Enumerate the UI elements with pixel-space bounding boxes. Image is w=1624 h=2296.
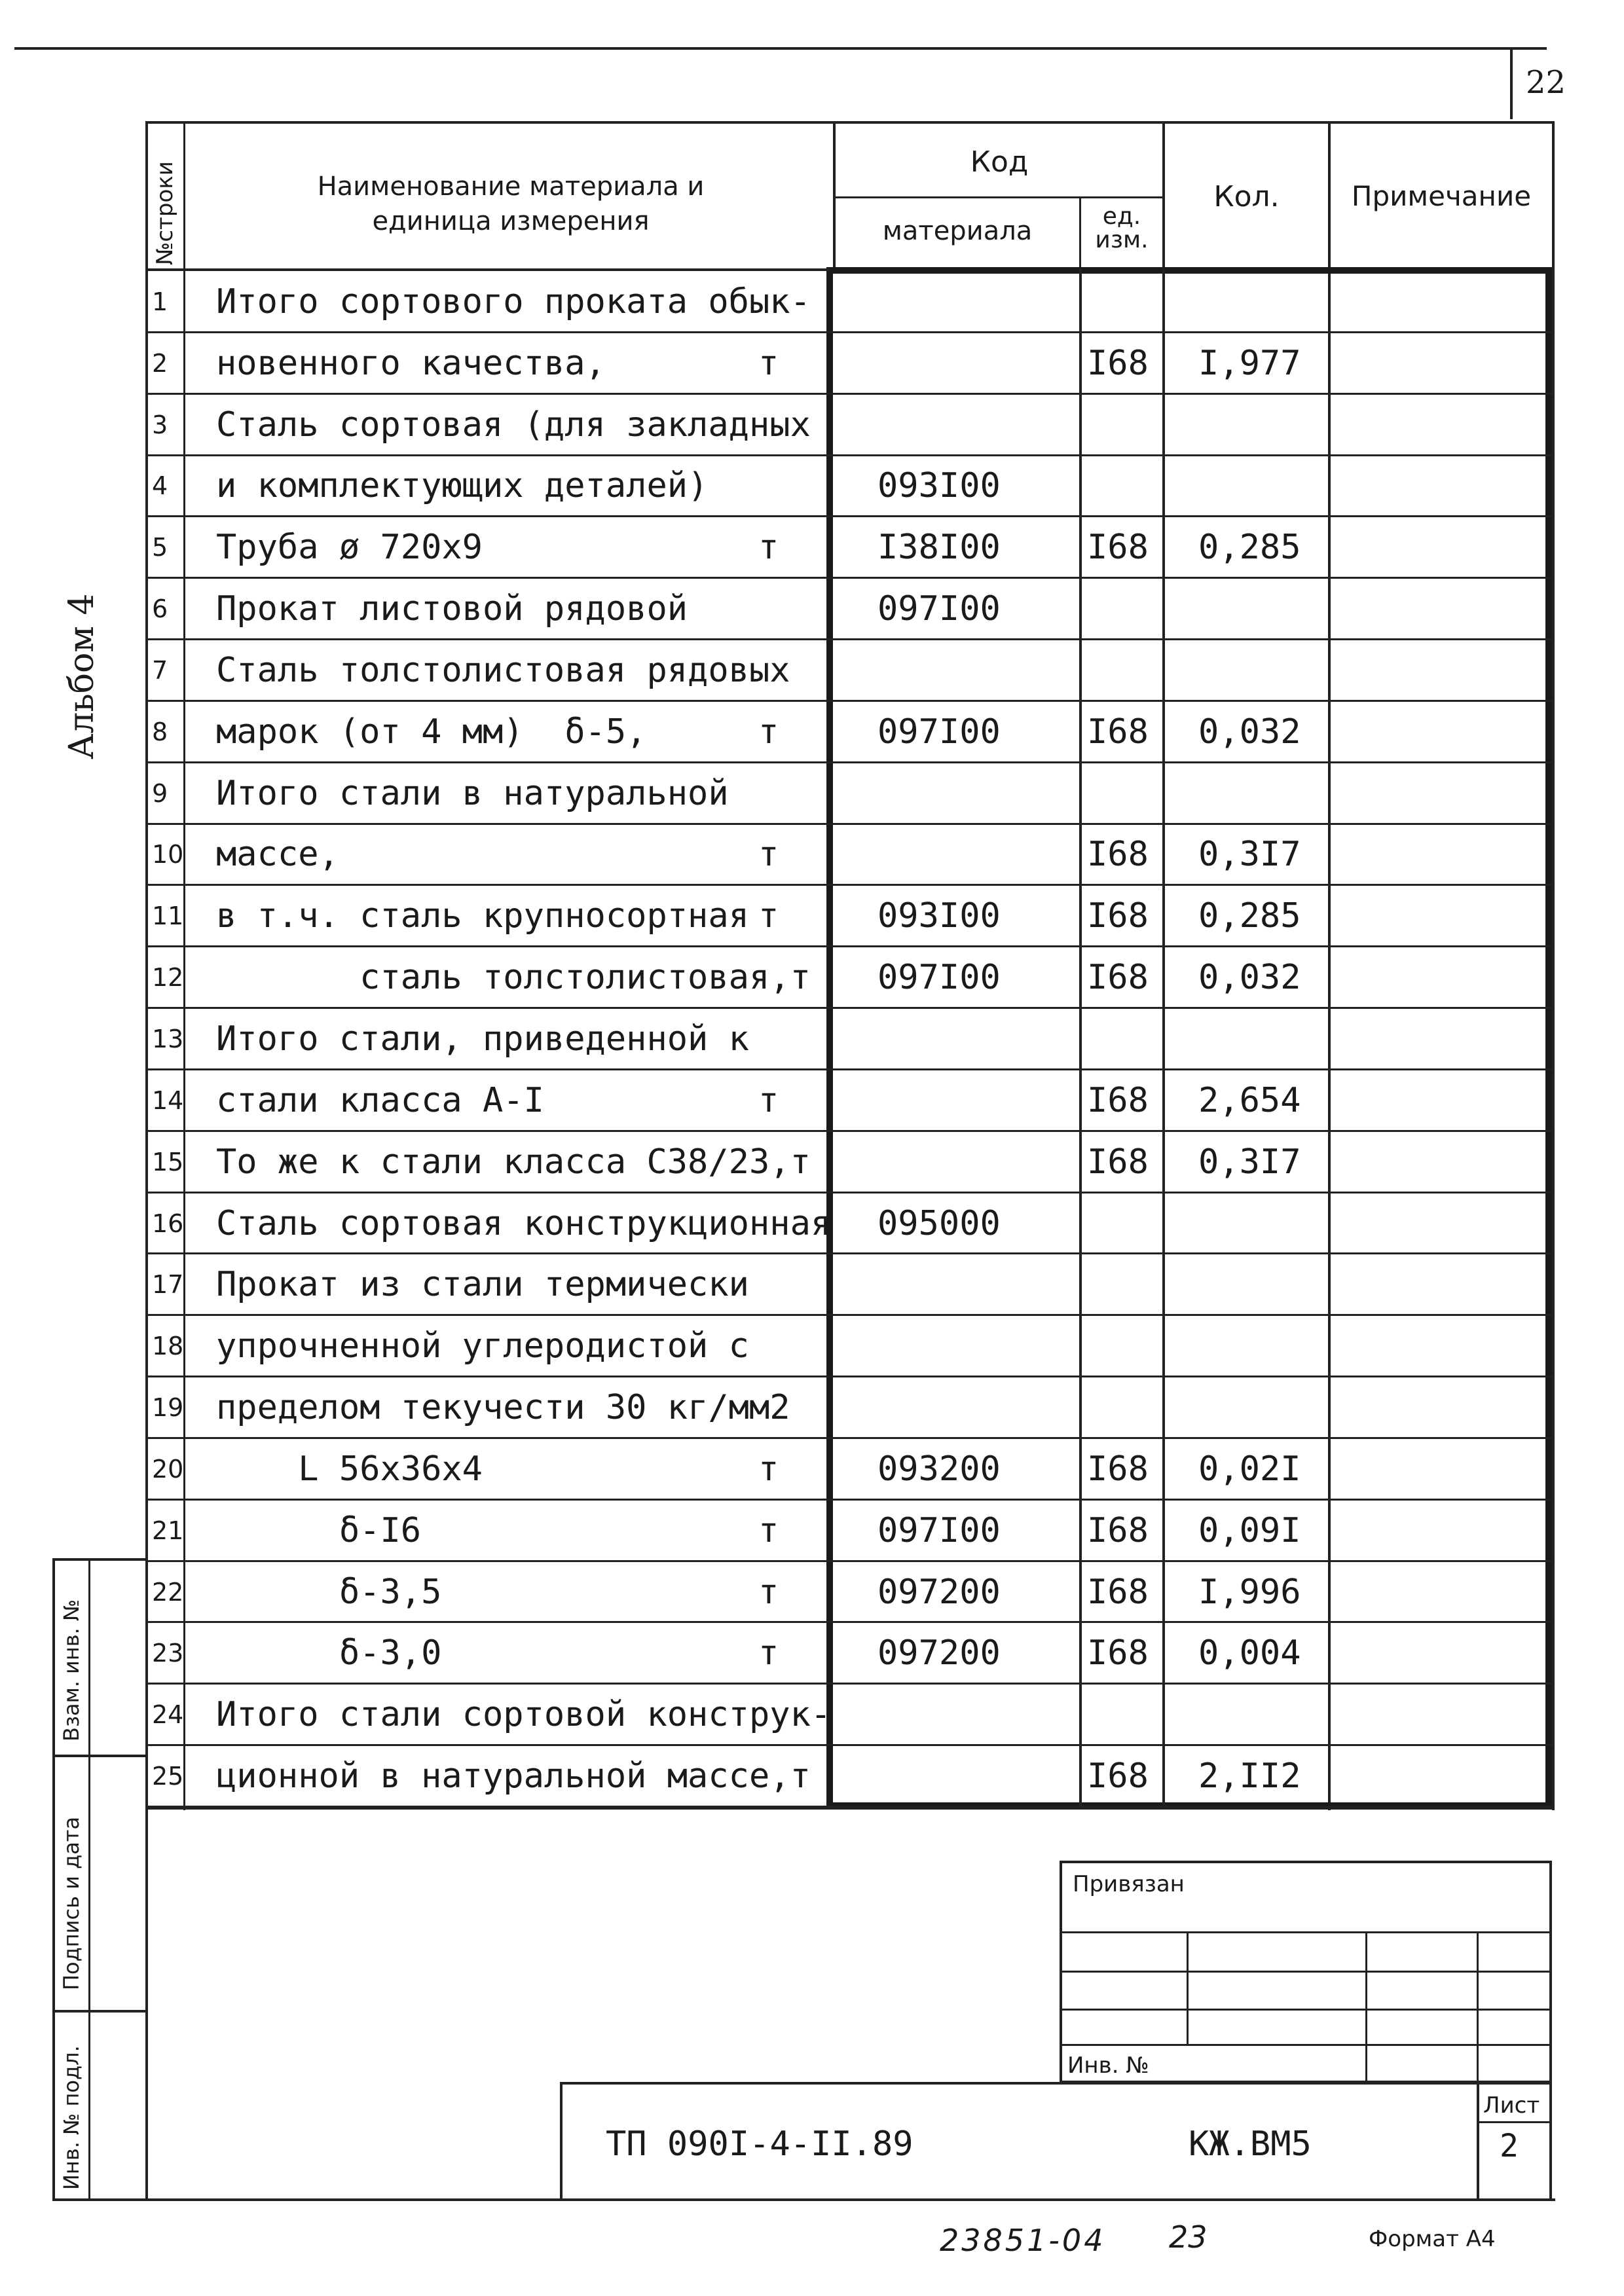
row-name: марок (от 4 мм) δ-5,	[216, 712, 647, 752]
row-number: 16	[152, 1209, 184, 1238]
row-name: ционной в натуральной массе,т	[216, 1757, 811, 1796]
row-rule	[145, 1192, 1553, 1194]
row-rule	[145, 393, 1553, 395]
row-qty: 0,004	[1198, 1633, 1301, 1673]
row-rule	[145, 700, 1553, 702]
row-rule	[145, 1252, 1553, 1254]
row-rule	[145, 1683, 1553, 1685]
title-block-sheet-rule	[1477, 2121, 1552, 2123]
row-code: 097200	[877, 1633, 1001, 1673]
attachment-col-3	[1477, 1931, 1479, 2083]
row-name: δ-3,0	[216, 1633, 442, 1673]
doc-mark: КЖ.ВМ5	[1189, 2124, 1312, 2164]
side-stamp-top	[52, 1558, 147, 1561]
col-code-left	[833, 121, 836, 268]
row-rule	[145, 577, 1553, 579]
row-name: пределом текучести 30 кг/мм2	[216, 1388, 790, 1428]
row-qty: 2,654	[1198, 1080, 1301, 1120]
row-qty: I,977	[1198, 343, 1301, 383]
row-rule	[145, 331, 1553, 333]
row-name: Итого стали в натуральной	[216, 773, 729, 813]
album-label: Альбом 4	[62, 593, 101, 759]
row-unit: т	[758, 528, 779, 568]
inv-no-label: Инв. №	[1067, 2052, 1149, 2079]
title-block-sheet-divider	[1477, 2082, 1479, 2200]
row-rule	[145, 823, 1553, 825]
row-unit-code: I68	[1087, 835, 1149, 875]
row-number: 1	[152, 287, 168, 316]
row-name: То же к стали класса С38/23,т	[216, 1142, 811, 1182]
row-name: Сталь сортовая конструкционная	[216, 1203, 832, 1243]
row-number: 23	[152, 1639, 184, 1668]
row-qty: 0,02I	[1198, 1449, 1301, 1489]
attachment-col-1	[1187, 1931, 1189, 2046]
header-code: Код	[970, 145, 1029, 179]
row-number: 20	[152, 1454, 184, 1484]
row-name: Сталь толстолистовая рядовых	[216, 650, 790, 690]
side-stamp-rule-2	[52, 2010, 147, 2013]
row-code: 095000	[877, 1203, 1001, 1243]
side-stamp-left	[52, 1558, 55, 2200]
row-rule	[145, 1437, 1553, 1439]
row-number: 15	[152, 1147, 184, 1176]
row-number: 12	[152, 963, 184, 993]
row-number: 24	[152, 1700, 184, 1730]
row-unit-code: I68	[1087, 712, 1149, 752]
footer-page: 23	[1169, 2219, 1208, 2255]
row-name: в т.ч. сталь крупносортная	[216, 896, 749, 936]
row-unit-code: I68	[1087, 1572, 1149, 1612]
row-rule	[145, 1007, 1553, 1009]
row-code: 097200	[877, 1572, 1001, 1612]
row-rule	[145, 1314, 1553, 1316]
row-number: 2	[152, 348, 168, 378]
row-number: 18	[152, 1332, 184, 1361]
header-qty: Кол.	[1213, 180, 1280, 213]
table-rowno-divider	[183, 121, 185, 1810]
row-number: 8	[152, 717, 168, 746]
row-unit: т	[758, 1449, 779, 1489]
table-top-border	[145, 121, 1555, 124]
row-unit-code: I68	[1087, 528, 1149, 568]
row-number: 22	[152, 1577, 184, 1607]
row-name: Итого стали, приведенной к	[216, 1019, 749, 1059]
sheet-value: 2	[1500, 2128, 1519, 2164]
side-stamp-rule-1	[52, 1755, 147, 1757]
row-rule	[145, 1499, 1553, 1501]
header-note: Примечание	[1351, 180, 1532, 212]
row-name: упрочненной углеродистой с	[216, 1326, 749, 1366]
row-rule	[145, 761, 1553, 763]
row-qty: 0,09I	[1198, 1510, 1301, 1550]
row-name: и комплектующих деталей)	[216, 466, 709, 506]
row-rule	[145, 454, 1553, 456]
row-unit: т	[758, 896, 779, 936]
row-rule	[145, 945, 1553, 947]
row-unit: т	[758, 1080, 779, 1120]
row-name: δ-I6	[216, 1510, 422, 1550]
side-stamp-sign-date: Подпись и дата	[59, 1816, 84, 1990]
row-rule	[145, 1376, 1553, 1377]
row-number: 6	[152, 594, 168, 624]
row-rule	[145, 638, 1553, 640]
row-number: 4	[152, 471, 168, 501]
table-right-border	[1552, 121, 1555, 1810]
row-rule	[145, 1560, 1553, 1562]
header-row-no: №строки	[152, 161, 178, 265]
row-qty: I,996	[1198, 1572, 1301, 1612]
row-name: массе,	[216, 835, 339, 875]
row-rule	[145, 1744, 1553, 1746]
row-qty: 0,032	[1198, 958, 1301, 998]
row-number: 19	[152, 1393, 184, 1423]
row-rule	[145, 1130, 1553, 1132]
header-bottom-rule	[145, 268, 830, 271]
header-code-unit-1: ед.	[1102, 203, 1141, 230]
row-code: 093I00	[877, 466, 1001, 506]
code-subheader-rule	[833, 196, 1164, 198]
row-unit: т	[758, 1510, 779, 1550]
row-unit-code: I68	[1087, 1633, 1149, 1673]
row-unit-code: I68	[1087, 1510, 1149, 1550]
row-name: Труба ø 720х9	[216, 528, 483, 568]
row-name: Сталь сортовая (для закладных	[216, 405, 811, 445]
row-qty: 0,285	[1198, 896, 1301, 936]
row-name: δ-3,5	[216, 1572, 442, 1612]
row-number: 14	[152, 1085, 184, 1115]
row-name: Итого сортового проката обык-	[216, 282, 811, 321]
row-name: стали класса А-I	[216, 1080, 544, 1120]
sheet-label: Лист	[1483, 2092, 1540, 2119]
row-unit-code: I68	[1087, 1080, 1149, 1120]
archive-number: 23851-04	[940, 2223, 1106, 2258]
row-rule	[145, 884, 1553, 886]
row-name: новенного качества,	[216, 343, 606, 383]
header-code-unit-2: изм.	[1095, 227, 1149, 253]
row-unit-code: I68	[1087, 343, 1149, 383]
row-number: 17	[152, 1270, 184, 1300]
header-name-line1: Наименование материала и	[317, 172, 705, 202]
row-unit: т	[758, 835, 779, 875]
row-unit: т	[758, 1633, 779, 1673]
row-code: 093200	[877, 1449, 1001, 1489]
row-number: 10	[152, 840, 184, 869]
row-unit: т	[758, 712, 779, 752]
row-qty: 2,II2	[1198, 1757, 1301, 1796]
doc-code: ТП 090I-4-II.89	[606, 2124, 913, 2164]
row-number: 7	[152, 655, 168, 685]
attached-label: Привязан	[1073, 1871, 1185, 1897]
row-number: 21	[152, 1516, 184, 1545]
table-bottom-rule	[145, 1806, 1553, 1810]
row-code: I38I00	[877, 528, 1001, 568]
side-stamp-divider	[88, 1558, 90, 2200]
row-number: 11	[152, 902, 184, 931]
row-code: 093I00	[877, 896, 1001, 936]
row-code: 097I00	[877, 1510, 1001, 1550]
header-code-material: материала	[882, 216, 1033, 246]
row-unit-code: I68	[1087, 1757, 1149, 1796]
table-left-border	[145, 121, 148, 2200]
row-number: 13	[152, 1025, 184, 1053]
row-unit-code: I68	[1087, 896, 1149, 936]
row-rule	[145, 1068, 1553, 1070]
row-name: Прокат из стали термически	[216, 1265, 749, 1305]
row-unit: т	[758, 343, 779, 383]
row-unit-code: I68	[1087, 1449, 1149, 1489]
row-qty: 0,032	[1198, 712, 1301, 752]
side-stamp-inv-orig: Инв. № подл.	[59, 2045, 84, 2190]
col-unit-body	[1079, 268, 1082, 1808]
row-code: 097I00	[877, 712, 1001, 752]
row-number: 5	[152, 533, 168, 562]
row-name: сталь толстолистовая,т	[216, 958, 811, 998]
header-name-line2: единица измерения	[372, 206, 650, 236]
row-unit-code: I68	[1087, 1142, 1149, 1182]
attachment-col-2	[1365, 1931, 1367, 2083]
row-name: Прокат листовой рядовой	[216, 589, 688, 629]
row-qty: 0,3I7	[1198, 1142, 1301, 1182]
row-unit: т	[758, 1572, 779, 1612]
format-label: Формат А4	[1369, 2226, 1496, 2252]
col-qty-body	[1162, 268, 1165, 1808]
page-number: 22	[1526, 64, 1566, 101]
row-number: 3	[152, 410, 168, 439]
row-rule	[145, 515, 1553, 517]
row-name: Итого стали сортовой конструк-	[216, 1695, 832, 1735]
row-number: 25	[152, 1762, 184, 1791]
row-code: 097I00	[877, 958, 1001, 998]
row-rule	[145, 1621, 1553, 1623]
row-unit-code: I68	[1087, 958, 1149, 998]
row-qty: 0,3I7	[1198, 835, 1301, 875]
row-code: 097I00	[877, 589, 1001, 629]
row-qty: 0,285	[1198, 528, 1301, 568]
row-number: 9	[152, 778, 168, 808]
row-name: L 56х36х4	[216, 1449, 483, 1489]
side-stamp-vzam-inv: Взам. инв. №	[59, 1599, 84, 1741]
